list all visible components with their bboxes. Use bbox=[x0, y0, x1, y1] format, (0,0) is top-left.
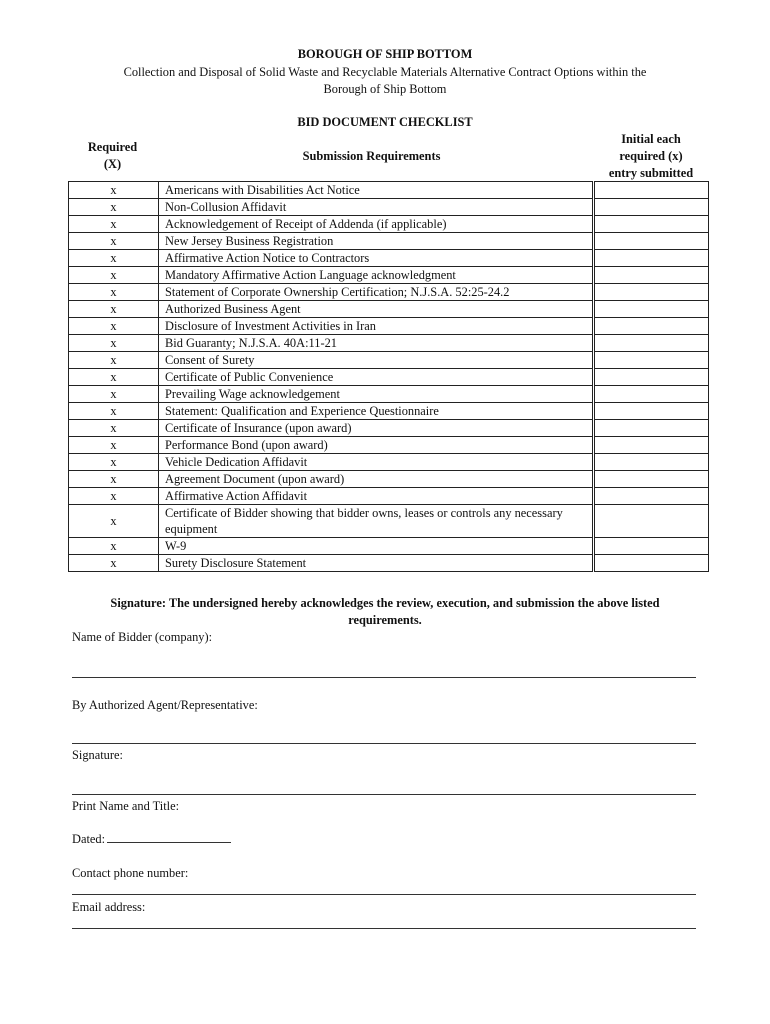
requirement-text: Certificate of Insurance (upon award) bbox=[159, 420, 593, 437]
requirement-text: Non-Collusion Affidavit bbox=[159, 199, 593, 216]
required-column-header bbox=[68, 139, 157, 173]
initial-cell[interactable] bbox=[595, 403, 709, 420]
checklist-row bbox=[69, 182, 709, 199]
initial-cell[interactable] bbox=[595, 538, 709, 555]
requirement-text: New Jersey Business Registration bbox=[159, 233, 593, 250]
checklist-row bbox=[69, 488, 709, 505]
checklist-row bbox=[69, 335, 709, 352]
initial-cell[interactable] bbox=[595, 233, 709, 250]
initial-cell[interactable] bbox=[595, 437, 709, 454]
required-mark: x bbox=[69, 437, 159, 454]
required-header-line-1: Required bbox=[87, 140, 138, 154]
signature-statement-line-2: requirements. bbox=[348, 613, 422, 627]
required-mark: x bbox=[69, 199, 159, 216]
initial-cell[interactable] bbox=[595, 318, 709, 335]
required-mark: x bbox=[69, 471, 159, 488]
checklist-row bbox=[69, 420, 709, 437]
checklist-row bbox=[69, 538, 709, 555]
document-subtitle-line-1: Collection and Disposal of Solid Waste and Recyclable Materials Alternative Contract Options within the bbox=[123, 65, 647, 79]
requirement-text: Statement: Qualification and Experience Questionnaire bbox=[159, 403, 593, 420]
required-mark: x bbox=[69, 216, 159, 233]
initial-column-header bbox=[586, 131, 716, 182]
authorized-agent-label: By Authorized Agent/Representative: bbox=[72, 698, 258, 712]
required-mark: x bbox=[69, 335, 159, 352]
contact-phone-line[interactable] bbox=[72, 894, 696, 895]
requirement-text: Disclosure of Investment Activities in Iran bbox=[159, 318, 593, 335]
required-mark: x bbox=[69, 267, 159, 284]
checklist-table bbox=[68, 181, 709, 572]
requirement-text: Affirmative Action Notice to Contractors bbox=[159, 250, 593, 267]
required-mark: x bbox=[69, 386, 159, 403]
email-line[interactable] bbox=[72, 928, 696, 929]
bidder-name-line[interactable] bbox=[72, 677, 696, 678]
checklist-title: BID DOCUMENT CHECKLIST bbox=[297, 115, 473, 129]
bidder-name-label: Name of Bidder (company): bbox=[72, 630, 213, 644]
required-mark: x bbox=[69, 454, 159, 471]
checklist-row bbox=[69, 267, 709, 284]
checklist-row bbox=[69, 301, 709, 318]
signature-statement bbox=[68, 595, 702, 629]
requirement-text: Consent of Surety bbox=[159, 352, 593, 369]
requirement-text: Vehicle Dedication Affidavit bbox=[159, 454, 593, 471]
required-mark: x bbox=[69, 555, 159, 572]
checklist-row bbox=[69, 403, 709, 420]
checklist-row bbox=[69, 250, 709, 267]
initial-header-line-1: Initial each bbox=[621, 132, 681, 146]
initial-cell[interactable] bbox=[595, 250, 709, 267]
initial-cell[interactable] bbox=[595, 386, 709, 403]
print-name-label: Print Name and Title: bbox=[72, 799, 180, 813]
requirement-text: Americans with Disabilities Act Notice bbox=[159, 182, 593, 199]
email-label: Email address: bbox=[72, 900, 146, 914]
requirement-text: Mandatory Affirmative Action Language acknowledgment bbox=[159, 267, 593, 284]
initial-cell[interactable] bbox=[595, 555, 709, 572]
checklist-row bbox=[69, 199, 709, 216]
initial-cell[interactable] bbox=[595, 471, 709, 488]
initial-cell[interactable] bbox=[595, 182, 709, 199]
requirement-text: Performance Bond (upon award) bbox=[159, 437, 593, 454]
initial-cell[interactable] bbox=[595, 369, 709, 386]
initial-cell[interactable] bbox=[595, 284, 709, 301]
checklist-row bbox=[69, 233, 709, 250]
requirement-text: Surety Disclosure Statement bbox=[159, 555, 593, 572]
initial-cell[interactable] bbox=[595, 267, 709, 284]
initial-header-line-3: entry submitted bbox=[608, 166, 694, 180]
requirement-text: Acknowledgement of Receipt of Addenda (if applicable) bbox=[159, 216, 593, 233]
required-mark: x bbox=[69, 352, 159, 369]
initial-cell[interactable] bbox=[595, 352, 709, 369]
initial-cell[interactable] bbox=[595, 488, 709, 505]
required-mark: x bbox=[69, 250, 159, 267]
requirement-text: Certificate of Bidder showing that bidder owns, leases or controls any necessary equipment bbox=[159, 505, 593, 538]
checklist-row bbox=[69, 284, 709, 301]
required-mark: x bbox=[69, 182, 159, 199]
checklist-row bbox=[69, 505, 709, 538]
requirement-text: Affirmative Action Affidavit bbox=[159, 488, 593, 505]
authorized-agent-line[interactable] bbox=[72, 743, 696, 744]
required-mark: x bbox=[69, 403, 159, 420]
dated-row bbox=[72, 831, 231, 847]
required-mark: x bbox=[69, 284, 159, 301]
initial-cell[interactable] bbox=[595, 454, 709, 471]
requirement-text: Authorized Business Agent bbox=[159, 301, 593, 318]
required-mark: x bbox=[69, 301, 159, 318]
required-mark: x bbox=[69, 488, 159, 505]
signature-statement-line-1: Signature: The undersigned hereby acknowledges the review, execution, and submission the above listed bbox=[110, 596, 660, 610]
contact-phone-label: Contact phone number: bbox=[72, 866, 189, 880]
requirement-text: W-9 bbox=[159, 538, 593, 555]
required-mark: x bbox=[69, 538, 159, 555]
initial-cell[interactable] bbox=[595, 335, 709, 352]
required-mark: x bbox=[69, 318, 159, 335]
initial-cell[interactable] bbox=[595, 301, 709, 318]
checklist-row bbox=[69, 216, 709, 233]
requirement-text: Statement of Corporate Ownership Certification; N.J.S.A. 52:25-24.2 bbox=[159, 284, 593, 301]
requirement-text: Bid Guaranty; N.J.S.A. 40A:11-21 bbox=[159, 335, 593, 352]
signature-label: Signature: bbox=[72, 748, 123, 762]
required-mark: x bbox=[69, 233, 159, 250]
required-header-line-2: (X) bbox=[103, 157, 122, 171]
requirement-text: Prevailing Wage acknowledgement bbox=[159, 386, 593, 403]
signature-line[interactable] bbox=[72, 794, 696, 795]
required-mark: x bbox=[69, 369, 159, 386]
required-mark: x bbox=[69, 505, 159, 538]
requirement-text: Certificate of Public Convenience bbox=[159, 369, 593, 386]
initial-header-line-2: required (x) bbox=[619, 149, 683, 163]
checklist-row bbox=[69, 454, 709, 471]
dated-line[interactable] bbox=[107, 842, 231, 843]
checklist-row bbox=[69, 369, 709, 386]
initial-cell[interactable] bbox=[595, 199, 709, 216]
requirement-text: Agreement Document (upon award) bbox=[159, 471, 593, 488]
document-subtitle-line-2: Borough of Ship Bottom bbox=[323, 82, 447, 96]
submission-column-header: Submission Requirements bbox=[302, 149, 441, 163]
checklist-row bbox=[69, 386, 709, 403]
document-title: BOROUGH OF SHIP BOTTOM bbox=[297, 47, 473, 61]
initial-cell[interactable] bbox=[595, 420, 709, 437]
initial-cell[interactable] bbox=[595, 216, 709, 233]
checklist-row bbox=[69, 555, 709, 572]
dated-label: Dated: bbox=[72, 832, 106, 846]
checklist-row bbox=[69, 352, 709, 369]
checklist-row bbox=[69, 471, 709, 488]
initial-cell[interactable] bbox=[595, 505, 709, 538]
checklist-row bbox=[69, 437, 709, 454]
checklist-row bbox=[69, 318, 709, 335]
required-mark: x bbox=[69, 420, 159, 437]
